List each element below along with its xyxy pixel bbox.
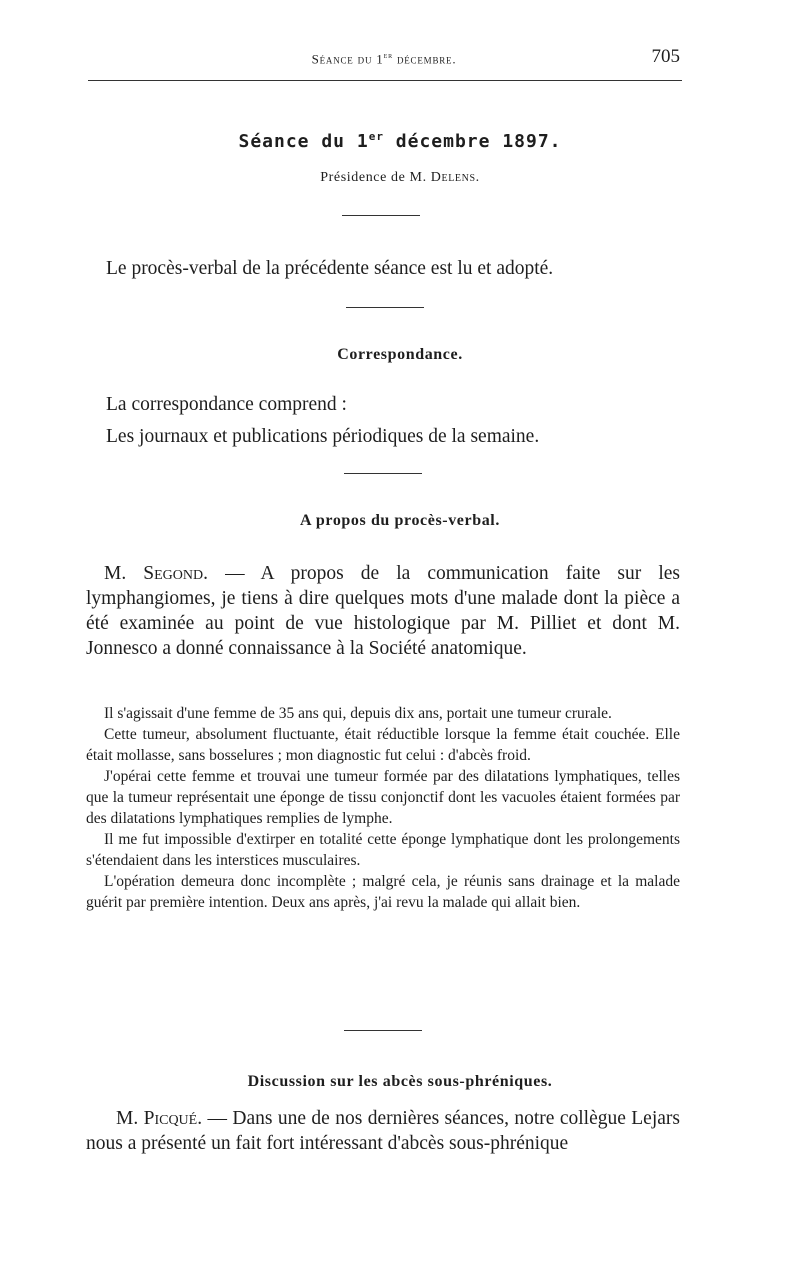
speaker-name: M. Segond.	[104, 563, 208, 584]
separator-rule	[344, 1030, 422, 1031]
observation-paragraph: Cette tumeur, absolument fluctuante, était réductible lorsque la femme était couchée. Elle était mollasse, sans bosselures ; mon diagnostic fut celui : d'abcès froid.	[86, 726, 680, 764]
observation-paragraph: Il s'agissait d'une femme de 35 ans qui, depuis dix ans, portait une tumeur crurale.	[104, 705, 612, 722]
separator-rule	[344, 473, 422, 474]
observation-paragraph: J'opérai cette femme et trouvai une tumeur formée par des dilatations lymphatiques, telles que la tumeur représentait une éponge de tissu conjonctif dont les vacuoles étaient formées par des dilatations lymphatiques remplies de lymphe.	[86, 768, 680, 827]
speaker-name: M. Picqué.	[116, 1108, 203, 1129]
observation-paragraph: L'opération demeura donc incomplète ; malgré cela, je réunis sans drainage et la malade guérit par première intention. Deux ans après, j'ai revu la malade qui allait bien.	[86, 873, 680, 911]
presidence-line: Présidence de M. Delens.	[320, 170, 480, 185]
separator-rule	[342, 215, 420, 216]
heading-correspondance: Correspondance.	[337, 346, 463, 363]
proces-verbal-paragraph: Le procès-verbal de la précédente séance est lu et adopté.	[106, 258, 554, 279]
correspondance-line-2: Les journaux et publications périodiques de la semaine.	[106, 426, 540, 447]
correspondance-line-1: La correspondance comprend :	[106, 394, 347, 415]
running-header	[88, 44, 680, 74]
running-title: Séance du 1er décembre.	[311, 50, 457, 67]
header-rule	[88, 80, 682, 81]
observation-paragraph: Il me fut impossible d'extirper en totalité cette éponge lymphatique dont les prolongements s'étendaient dans les interstices musculaires.	[86, 831, 680, 869]
picque-paragraph: M. Picqué. — Dans une de nos dernières séances, notre collègue Lejars nous a présenté un fait fort intéressant d'abcès sous-phrénique	[86, 1108, 680, 1154]
seance-title: Séance du 1er décembre 1897.	[238, 130, 562, 152]
heading-a-propos: A propos du procès-verbal.	[300, 512, 500, 529]
page-number: 705	[651, 46, 680, 67]
heading-discussion: Discussion sur les abcès sous-phréniques.	[247, 1073, 553, 1090]
observation-text	[86, 703, 680, 913]
separator-rule	[346, 307, 424, 308]
segond-paragraph: M. Segond. — A propos de la communication faite sur les lymphangiomes, je tiens à dire quelques mots d'une malade dont la pièce a été examinée au point de vue histologique par M. Pilliet et dont M. Jonnesco a donné connaissance à la Société anatomique.	[86, 563, 680, 659]
